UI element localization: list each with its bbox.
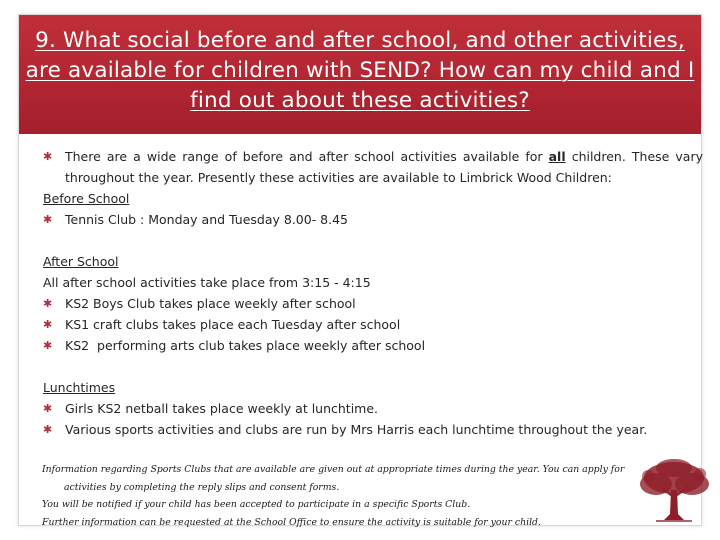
list-item — [43, 419, 703, 440]
asterisk-bullet-icon: ✱ — [43, 297, 53, 310]
list-item — [43, 209, 703, 230]
asterisk-bullet-icon: ✱ — [43, 150, 53, 163]
footer-note — [42, 461, 657, 531]
list-item — [43, 293, 703, 314]
list-item — [43, 398, 703, 419]
before-school-heading: Before School — [43, 191, 130, 206]
list-item-text: Girls KS2 netball takes place weekly at lunchtime. — [65, 401, 379, 416]
footer-line: Further information can be requested at the School Office to ensure the activity is suitable for your child. — [42, 516, 541, 528]
list-item-text: KS2 Boys Club takes place weekly after school — [65, 296, 356, 311]
asterisk-bullet-icon: ✱ — [43, 318, 53, 331]
list-item — [43, 314, 703, 335]
school-tree-logo — [634, 456, 714, 530]
after-school-intro: All after school activities take place from 3:15 - 4:15 — [43, 275, 371, 290]
intro-text-after: children. These vary throughout the year. Presently these activities are available to Limbrick Wood Children: — [65, 149, 703, 185]
footer-line: You will be notified if your child has been accepted to participate in a specific Sports Club. — [42, 499, 471, 510]
footer-line: Information regarding Sports Clubs that are available are given out at appropriate times during the year. You can apply for — [42, 464, 625, 475]
intro-text-before: There are a wide range of before and after school activities available for — [65, 149, 549, 164]
list-item — [43, 335, 703, 356]
lunchtimes-heading: Lunchtimes — [43, 380, 116, 395]
after-school-heading: After School — [43, 254, 119, 269]
footer-line: activities by completing the reply slips and consent forms. — [64, 481, 340, 493]
list-item-text: KS1 craft clubs takes place each Tuesday after school — [65, 317, 401, 332]
slide-title: 9. What social before and after school, and other activities, are available for children with SEND? How can my child and I find out about these activities? — [25, 28, 695, 113]
intro-emphasis: all — [548, 149, 566, 164]
list-item-text: KS2 performing arts club takes place weekly after school — [65, 338, 426, 353]
asterisk-bullet-icon: ✱ — [43, 213, 53, 226]
list-item-text: Various sports activities and clubs are run by Mrs Harris each lunchtime throughout the year. — [65, 422, 648, 437]
list-item-text: Tennis Club : Monday and Tuesday 8.00- 8.45 — [65, 212, 349, 227]
asterisk-bullet-icon: ✱ — [43, 402, 53, 415]
intro-bullet — [43, 146, 703, 188]
slide-content — [43, 146, 703, 440]
asterisk-bullet-icon: ✱ — [43, 339, 53, 352]
asterisk-bullet-icon: ✱ — [43, 423, 53, 436]
